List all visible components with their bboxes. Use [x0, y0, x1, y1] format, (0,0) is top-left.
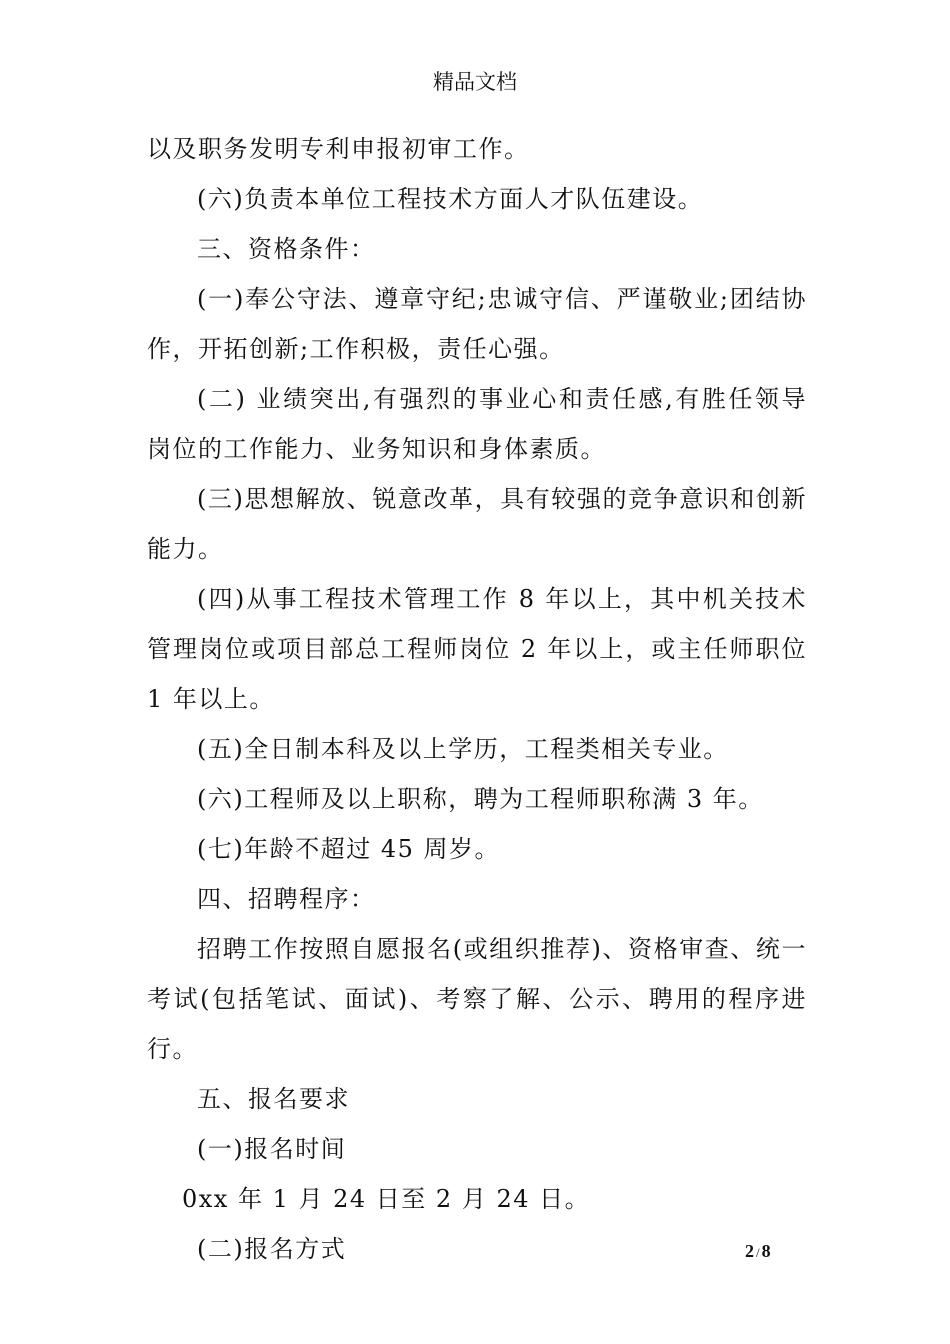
- section-heading: 三、资格条件：: [197, 235, 376, 263]
- section-heading: 四、招聘程序：: [197, 885, 376, 913]
- page-header-title: 精品文档: [433, 70, 517, 94]
- paragraph: (一)报名时间: [197, 1135, 347, 1163]
- paragraph: (六)工程师及以上职称，聘为工程师职称满 3 年。: [197, 785, 764, 813]
- paragraph: (七)年龄不超过 45 周岁。: [197, 835, 501, 863]
- paragraph: 招聘工作按照自愿报名(或组织推荐)、资格审查、统一考试(包括笔试、面试)、考察了解、公示、聘用的程序进行。: [147, 935, 807, 1063]
- paragraph: (五)全日制本科及以上学历，工程类相关专业。: [197, 735, 729, 763]
- paragraph: (六)负责本单位工程技术方面人才队伍建设。: [197, 185, 704, 213]
- current-page-number: 2: [745, 1241, 754, 1261]
- paragraph: (二)报名方式: [197, 1235, 347, 1263]
- page-separator: /: [756, 1245, 760, 1260]
- paragraph: (四)从事工程技术管理工作 8 年以上，其中机关技术管理岗位或项目部总工程师岗位 2 年以上，或主任师职位 1 年以上。: [147, 585, 807, 713]
- paragraph: 以及职务发明专利申报初审工作。: [147, 135, 530, 163]
- paragraph: (三)思想解放、锐意改革，具有较强的竞争意识和创新能力。: [147, 485, 807, 563]
- paragraph: (二) 业绩突出,有强烈的事业心和责任感,有胜任领导岗位的工作能力、业务知识和身体素质。: [147, 385, 807, 463]
- section-heading: 五、报名要求: [197, 1085, 350, 1113]
- paragraph: 0xx 年 1 月 24 日至 2 月 24 日。: [182, 1185, 591, 1213]
- document-body: [147, 124, 807, 1274]
- total-page-count: 8: [761, 1241, 771, 1261]
- page-number: [745, 1241, 771, 1262]
- paragraph: (一)奉公守法、遵章守纪;忠诚守信、严谨敬业;团结协作，开拓创新;工作积极，责任心强。: [147, 285, 807, 363]
